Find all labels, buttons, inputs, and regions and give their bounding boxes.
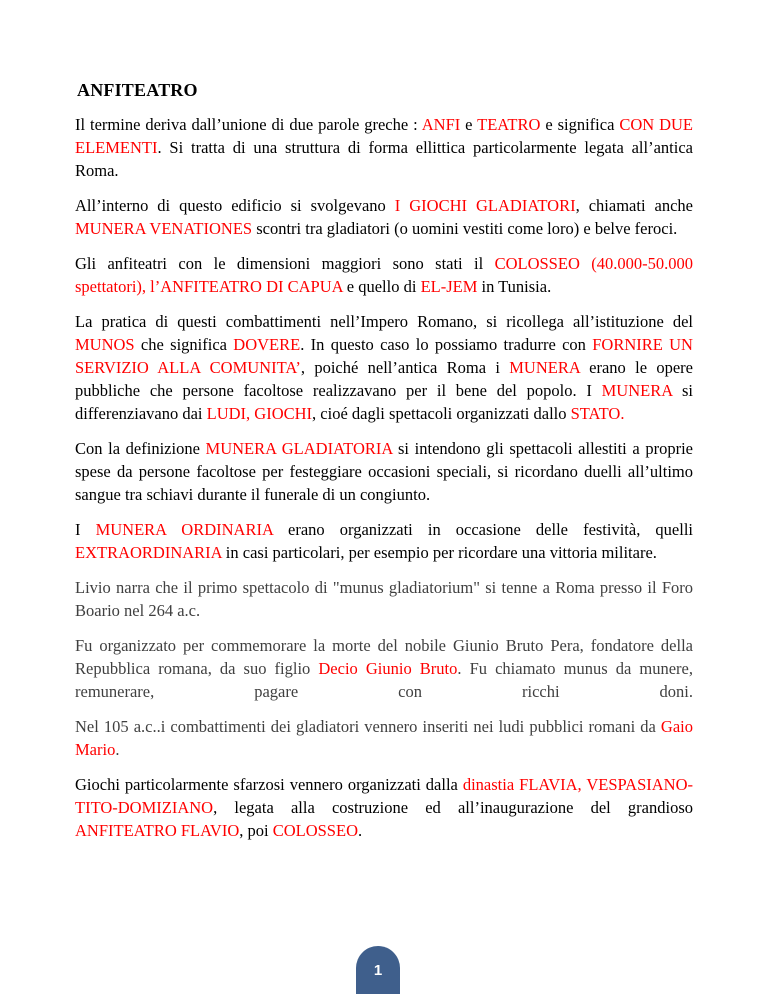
- highlighted-term: EXTRAORDINARIA: [75, 543, 222, 562]
- highlighted-term: MUNERA GLADIATORIA: [205, 439, 393, 458]
- paragraph: [75, 194, 693, 240]
- highlighted-term: CON DUE ELEMENTI: [75, 115, 694, 157]
- highlighted-term: MUNERA ORDINARIA: [95, 520, 273, 539]
- text-run: scontri tra gladiatori (o uomini vestiti come loro) e belve feroci.: [252, 219, 678, 238]
- highlighted-term: COLOSSEO: [272, 821, 358, 840]
- highlighted-term: dinastia FLAVIA, VESPASIANO-TITO-DOMIZIANO: [75, 775, 693, 817]
- paragraph: [75, 310, 693, 425]
- paragraph: [75, 576, 693, 622]
- text-run: . Fu chiamato munus da munere, remunerare, pagare con ricchi doni.: [75, 659, 693, 701]
- highlighted-term: STATO.: [570, 404, 625, 423]
- text-run: e quello di: [342, 277, 421, 296]
- highlighted-term: COLOSSEO (40.000-50.000 spettatori), l’ANFITEATRO DI CAPUA: [75, 254, 693, 296]
- page-number: 1: [373, 961, 383, 979]
- highlighted-term: EL-JEM: [420, 277, 478, 296]
- text-run: La pratica di questi combattimenti nell’Impero Romano, si ricollega all’istituzione del: [75, 312, 693, 331]
- text-run: , poi: [239, 821, 273, 840]
- text-run: e significa: [540, 115, 620, 134]
- paragraph: [75, 634, 693, 703]
- document-page: [75, 80, 693, 854]
- paragraph: [75, 773, 693, 842]
- text-run: , cioé dagli spettacoli organizzati dallo: [312, 404, 571, 423]
- text-run: in casi particolari, per esempio per ricordare una vittoria militare.: [221, 543, 657, 562]
- paragraph: [75, 113, 693, 182]
- text-run: e: [460, 115, 478, 134]
- highlighted-term: I GIOCHI GLADIATORI: [394, 196, 576, 215]
- text-run: .: [115, 740, 120, 759]
- highlighted-term: Decio Giunio Bruto: [318, 659, 458, 678]
- text-run: . Si tratta di una struttura di forma ellittica particolarmente legata all’antica Roma.: [75, 138, 693, 180]
- text-run: Con la definizione: [75, 439, 206, 458]
- text-run: erano organizzati in occasione delle festività, quelli: [272, 520, 694, 539]
- highlighted-term: MUNERA: [601, 381, 673, 400]
- text-run: si differenziavano dai: [75, 381, 693, 423]
- document-title: ANFITEATRO: [77, 80, 198, 100]
- text-run: Il termine deriva dall’unione di due parole greche :: [75, 115, 422, 134]
- highlighted-term: ANFI: [421, 115, 461, 134]
- highlighted-term: FORNIRE UN SERVIZIO ALLA COMUNITA’: [75, 335, 693, 377]
- highlighted-term: MUNOS: [75, 335, 135, 354]
- highlighted-term: MUNERA VENATIONES: [75, 219, 253, 238]
- text-run: , legata alla costruzione ed all’inaugurazione del grandioso: [213, 798, 693, 817]
- document-body: [75, 113, 693, 842]
- text-run: Livio narra che il primo spettacolo di "munus gladiatorium" si tenne a Roma presso il Foro Boario nel 264 a.c.: [75, 578, 693, 620]
- text-run: che significa: [134, 335, 234, 354]
- text-run: Giochi particolarmente sfarzosi vennero organizzati dalla: [75, 775, 463, 794]
- paragraph: [75, 715, 693, 761]
- text-run: . In questo caso lo possiamo tradurre con: [300, 335, 593, 354]
- page-number-badge: [356, 946, 400, 994]
- highlighted-term: Gaio Mario: [75, 717, 693, 759]
- text-run: si intendono gli spettacoli allestiti a proprie spese da persone facoltose per festeggiare occasioni speciali, si ricordano duelli all’ultimo sangue tra schiavi durante il funerale di un congiunto.: [75, 439, 693, 504]
- paragraph: [75, 518, 693, 564]
- text-run: , chiamati anche: [575, 196, 694, 215]
- text-run: in Tunisia.: [477, 277, 552, 296]
- text-run: .: [357, 821, 363, 840]
- paragraph: [75, 252, 693, 298]
- highlighted-term: LUDI, GIOCHI: [206, 404, 313, 423]
- highlighted-term: ANFITEATRO FLAVIO: [75, 821, 240, 840]
- paragraph: [75, 437, 693, 506]
- highlighted-term: MUNERA: [509, 358, 580, 377]
- text-run: erano le opere pubbliche che persone facoltose realizzavano per il bene del popolo. I: [75, 358, 693, 400]
- text-run: Nel 105 a.c..i combattimenti dei gladiatori vennero inseriti nei ludi pubblici romani da: [75, 717, 661, 736]
- text-run: All’interno di questo edificio si svolgevano: [75, 196, 395, 215]
- text-run: Fu organizzato per commemorare la morte del nobile Giunio Bruto Pera, fondatore della Repubblica romana, da suo figlio: [75, 636, 693, 678]
- text-run: , poiché nell’antica Roma i: [300, 358, 510, 377]
- text-run: Gli anfiteatri con le dimensioni maggiori sono stati il: [75, 254, 495, 273]
- highlighted-term: TEATRO: [477, 115, 541, 134]
- highlighted-term: DOVERE: [233, 335, 301, 354]
- text-run: I: [75, 520, 96, 539]
